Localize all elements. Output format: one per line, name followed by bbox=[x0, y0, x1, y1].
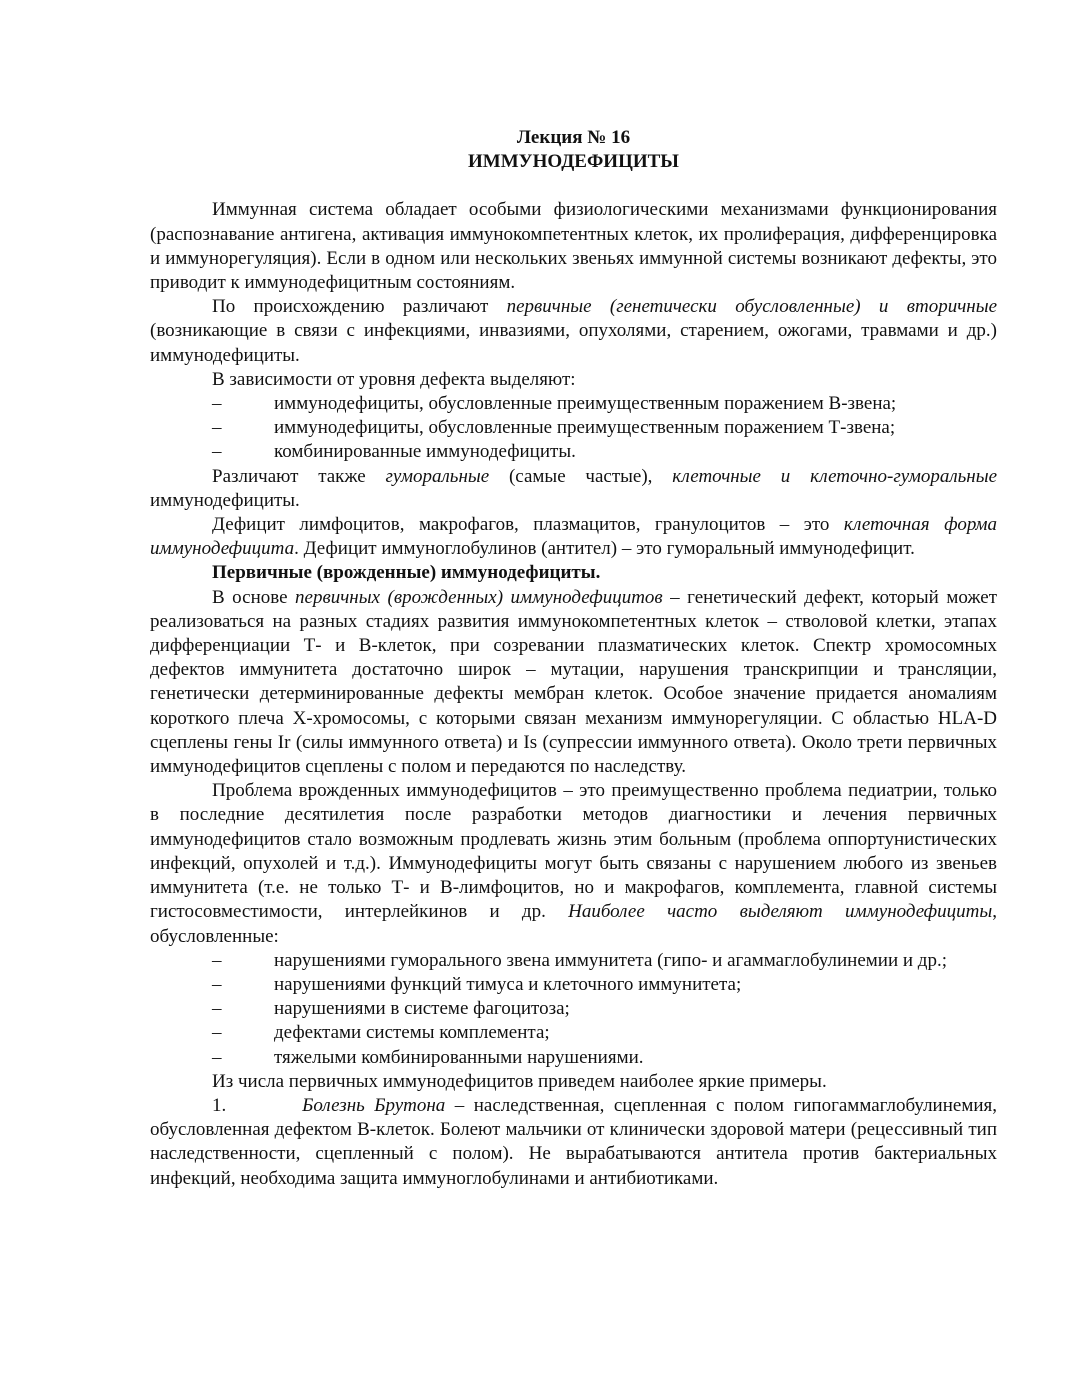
list-item: – тяжелыми комбинированными нарушениями. bbox=[212, 1046, 644, 1068]
paragraph-levels: В зависимости от уровня дефекта выделяют: bbox=[212, 368, 576, 390]
list-item: – нарушениями функций тимуса и клеточного иммунитета; bbox=[212, 973, 742, 995]
list-levels bbox=[150, 392, 997, 465]
list-item: – комбинированные иммунодефициты. bbox=[212, 441, 576, 463]
document-page bbox=[150, 126, 997, 1191]
paragraph-deficit: Дефицит лимфоцитов, макрофагов, плазмацитов, гранулоцитов – это клеточная форма иммунодефицита. Дефицит иммуноглобулинов (антител) – это гуморальный иммунодефицит. bbox=[150, 514, 997, 560]
paragraph-examples: Из числа первичных иммунодефицитов приведем наиболее яркие примеры. bbox=[212, 1070, 827, 1092]
lecture-number: Лекция № 16 bbox=[516, 127, 631, 148]
paragraph-types: Различают также гуморальные (самые частые), клеточные и клеточно-гуморальные иммунодефициты. bbox=[150, 465, 998, 511]
section-heading: Первичные (врожденные) иммунодефициты. bbox=[212, 562, 601, 584]
list-item: – нарушениями гуморального звена иммунитета (гипо- и агаммаглобулинемии и др.; bbox=[212, 949, 947, 971]
list-item: – иммунодефициты, обусловленные преимущественным поражением В-звена; bbox=[212, 393, 897, 415]
list-causes bbox=[150, 949, 997, 1070]
list-item: – иммунодефициты, обусловленные преимущественным поражением Т-звена; bbox=[212, 417, 896, 439]
list-item: – дефектами системы комплемента; bbox=[212, 1022, 550, 1044]
paragraph-intro: Иммунная система обладает особыми физиологическими механизмами функционирования (распознавание антигена, активация иммунокомпетентных клеток, их пролиферация, дифференцировка и иммунорегуляция). Если в одном или нескольких звеньях иммунной системы возникают дефекты, это приводит к иммунодефицитным состояниям. bbox=[150, 199, 997, 294]
numbered-item-bruton: 1. Болезнь Брутона – наследственная, сцепленная с полом гипогаммаглобулинемия, обусловленная дефектом В-клеток. Болеют мальчики от клинически здоровой матери (рецессивный тип наследственности, сцепленный с полом). Не вырабатываются антитела против бактериальных инфекций, необходима защита иммуноглобулинами и антибиотиками. bbox=[150, 1094, 998, 1189]
page-title: ИММУНОДЕФИЦИТЫ bbox=[468, 151, 679, 173]
list-item: – нарушениями в системе фагоцитоза; bbox=[212, 998, 570, 1020]
paragraph-origin: По происхождению различают первичные (генетически обусловленные) и вторичные (возникающие в связи с инфекциями, инвазиями, опухолями, старением, ожогами, травмами и др.) иммунодефициты. bbox=[150, 296, 998, 366]
paragraph-primary: В основе первичных (врожденных) иммунодефицитов – генетический дефект, который может реализоваться на разных стадиях развития иммунокомпетентных клеток – стволовой клетки, этапах дифференциации Т- и В-клеток, при созревании плазматических клеток. Спектр хромосомных дефектов иммунитета достаточно широк – мутации, нарушения транскрипции и трансляции, генетически детерминированные дефекты мембран клеток. Особое значение придается аномалиям короткого плеча Х-хромосомы, с которыми связан механизм иммунорегуляции. С областью HLA-D сцеплены гены Ir (силы иммунного ответа) и Is (супрессии иммунного ответа). Около трети первичных иммунодефицитов сцеплены с полом и передаются по наследству. bbox=[150, 586, 998, 778]
paragraph-problem: Проблема врожденных иммунодефицитов – это преимущественно проблема педиатрии, только в последние десятилетия после разработки методов диагностики и лечения первичных иммунодефицитов стало возможным продлевать жизнь этим больным (проблема оппортунистических инфекций, опухолей и т.д.). Иммунодефициты могут быть связаны с нарушением любого из звеньев иммунитета (т.е. не только Т- и В-лимфоцитов, но и макрофагов, комплемента, главной системы гистосовместимости, интерлейкинов и др. Наиболее часто выделяют иммунодефициты, обусловленные: bbox=[150, 780, 997, 947]
